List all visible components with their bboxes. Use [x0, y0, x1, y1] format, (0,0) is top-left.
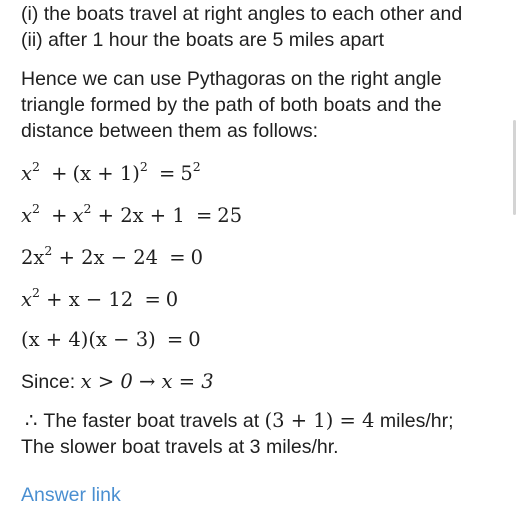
- eq4-equals: =: [144, 288, 161, 311]
- eq5-equals: =: [166, 328, 184, 351]
- answer-link[interactable]: Answer link: [21, 484, 121, 506]
- equation-5: [21, 327, 201, 353]
- eq3-equals: =: [169, 246, 186, 269]
- equation-2: [21, 203, 242, 231]
- eq4-rhs: 0: [165, 288, 179, 311]
- eq3-rhs: 0: [190, 246, 204, 269]
- eq1-equals: =: [159, 162, 176, 185]
- conclusion-math: (3 + 1) = 4: [264, 409, 375, 432]
- conclusion-text-after: miles/hr;: [379, 410, 454, 432]
- eq1-rhs-base: 5: [180, 162, 193, 185]
- eq3-coef: 2x: [21, 246, 45, 269]
- eq1-exponent: 2: [32, 159, 40, 174]
- eq1-exponent-2: 2: [139, 159, 148, 174]
- equation-4: [21, 287, 178, 315]
- conclusion-line-1: [21, 408, 454, 434]
- eq4-rest: + x − 12: [46, 288, 134, 311]
- since-line: [21, 369, 214, 395]
- therefore-symbol: ∴: [25, 409, 38, 432]
- condition-line-1: (i) the boats travel at right angles to each other and: [21, 3, 463, 25]
- eq5-rhs: 0: [188, 328, 201, 351]
- since-math: x > 0 → x = 3: [80, 370, 214, 393]
- eq2-rhs: 25: [217, 204, 243, 227]
- equation-3: [21, 245, 203, 273]
- conclusion-text-before: The faster boat travels at: [43, 410, 260, 432]
- eq2-var-2: x: [72, 204, 84, 227]
- eq4-var: x: [21, 288, 32, 311]
- explanation-line-3: distance between them as follows:: [21, 120, 318, 142]
- explanation-line-1: Hence we can use Pythagoras on the right angle: [21, 68, 442, 90]
- scrollbar[interactable]: [513, 120, 516, 215]
- conclusion-line-2: The slower boat travels at 3 miles/hr.: [21, 436, 339, 458]
- eq1-paren: (x + 1): [72, 162, 140, 185]
- eq2-exponent: 2: [32, 201, 40, 216]
- eq2-exponent-2: 2: [83, 201, 92, 216]
- eq2-var: x: [21, 204, 32, 227]
- eq3-rest: + 2x − 24: [58, 246, 159, 269]
- eq2-rest: + 2x + 1: [97, 204, 185, 227]
- condition-line-2: (ii) after 1 hour the boats are 5 miles apart: [21, 29, 385, 51]
- eq1-plus: +: [51, 162, 68, 185]
- eq2-equals: =: [195, 204, 213, 227]
- eq1-var: x: [21, 162, 32, 185]
- equation-1: [21, 161, 201, 189]
- eq4-exponent: 2: [32, 285, 40, 300]
- explanation-line-2: triangle formed by the path of both boats and the: [21, 94, 442, 116]
- eq1-rhs-exponent: 2: [192, 159, 201, 174]
- eq3-exponent: 2: [44, 243, 53, 258]
- eq5-lhs: (x + 4)(x − 3): [21, 328, 156, 351]
- since-label: Since:: [21, 371, 76, 393]
- eq2-plus: +: [51, 204, 68, 227]
